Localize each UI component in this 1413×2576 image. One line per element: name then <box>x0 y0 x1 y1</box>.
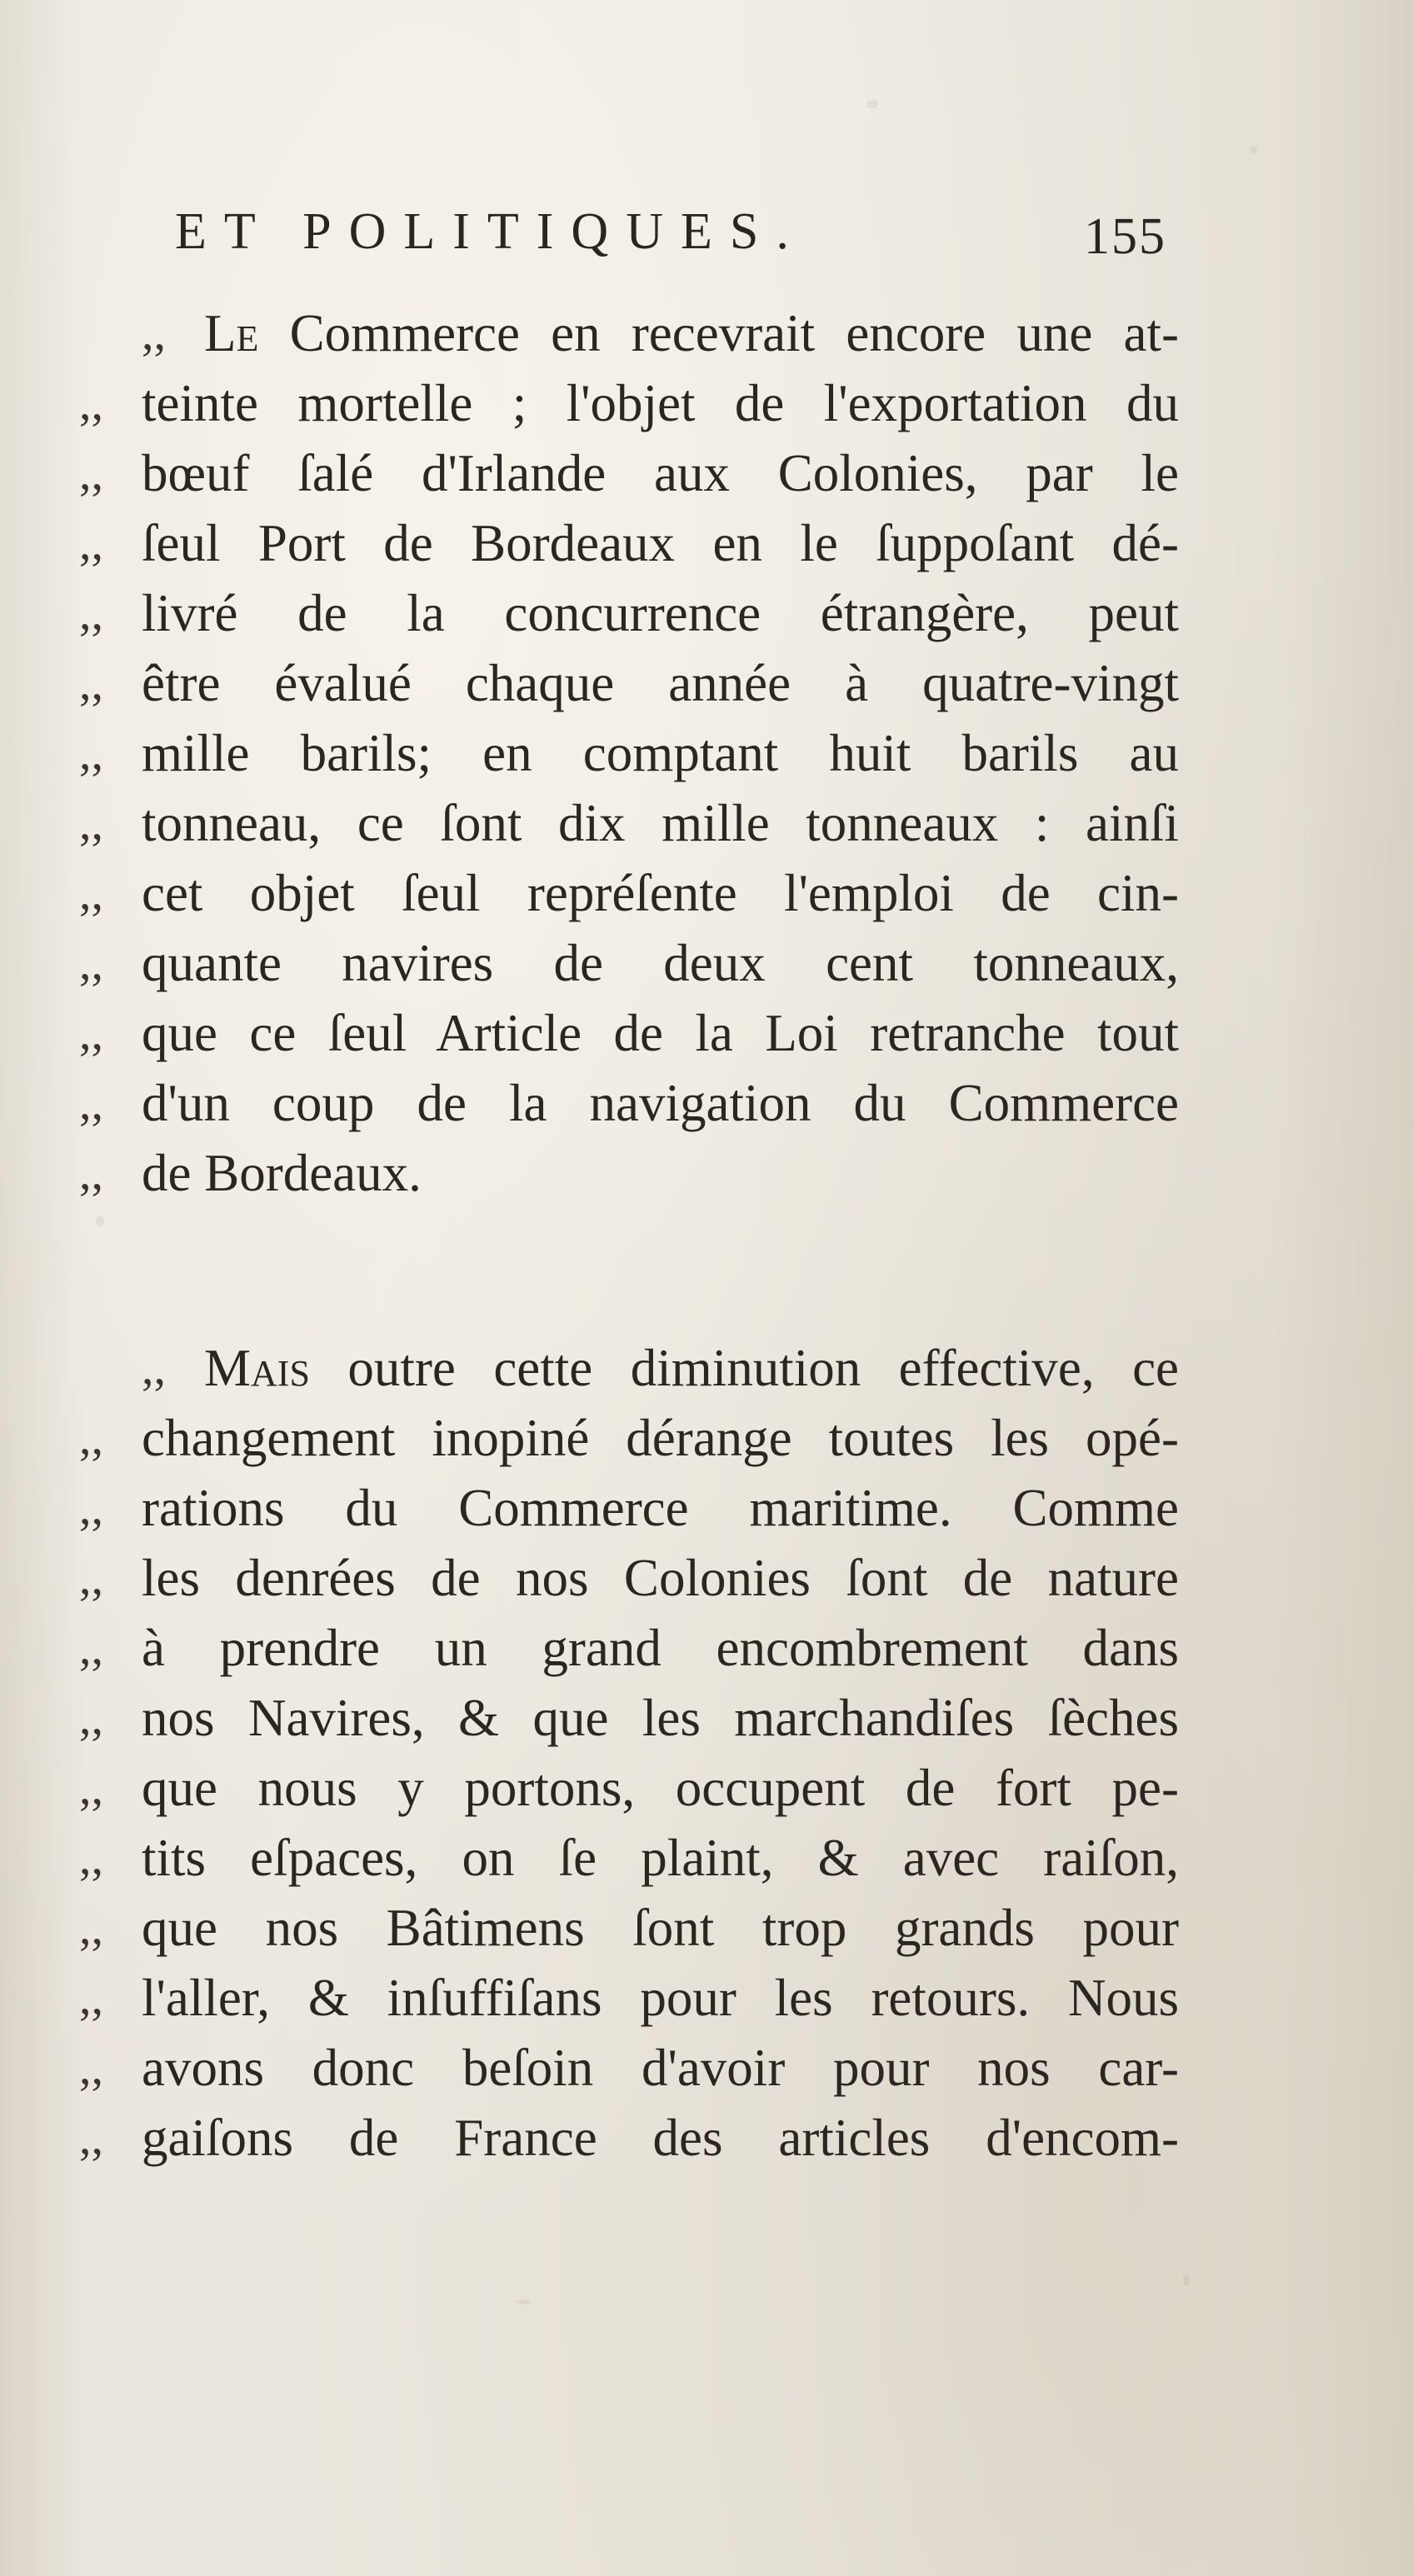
text-line <box>79 2173 1179 2243</box>
line-text <box>204 1333 1179 1403</box>
quote-mark: ,, <box>79 1410 103 1465</box>
quote-mark: ,, <box>79 1760 103 1815</box>
line-text: tits eſpaces, on ſe plaint, & avec raiſon, <box>142 1829 1179 1887</box>
page-number: 155 <box>1084 208 1166 265</box>
quote-mark: ,, <box>79 1076 103 1130</box>
line-text: mille barils; en comptant huit barils au <box>142 724 1179 782</box>
text-line <box>79 788 1179 858</box>
quote-mark: ,, <box>79 376 103 430</box>
text-line <box>79 648 1179 718</box>
quote-mark: ,, <box>79 2040 103 2094</box>
text-line <box>79 1543 1179 1613</box>
quote-mark: ,, <box>79 1550 103 1605</box>
text-line <box>79 508 1179 578</box>
text-line <box>79 1333 1179 1403</box>
quote-mark: ,, <box>79 1830 103 1885</box>
text-line <box>79 1753 1179 1823</box>
text-line <box>79 1823 1179 1893</box>
line-content: Commerce en recevrait encore une at- <box>289 304 1180 362</box>
text-line <box>79 1963 1179 2033</box>
text-line <box>79 858 1179 928</box>
line-text: tonneau, ce ſont dix mille tonneaux : ainſi <box>142 794 1179 852</box>
line-text: nos Navires, & que les marchandiſes ſèches <box>142 1689 1179 1747</box>
line-text: rations du Commerce maritime. Comme <box>142 1479 1179 1537</box>
line-text: cet objet ſeul repréſente l'emploi de cin- <box>142 864 1179 922</box>
line-text: d'un coup de la navigation du Commerce <box>142 1074 1179 1132</box>
quote-mark: ,, <box>142 1340 166 1395</box>
quote-mark: ,, <box>79 726 103 780</box>
quote-mark: ,, <box>79 586 103 640</box>
text-line <box>79 1613 1179 1683</box>
page-header <box>175 198 1166 265</box>
text-line <box>79 1683 1179 1753</box>
line-text: que ce ſeul Article de la Loi retranche tout <box>142 1004 1179 1062</box>
paper-stain <box>866 100 878 108</box>
quote-mark: ,, <box>79 1146 103 1200</box>
paragraph-gap <box>79 1208 1179 1333</box>
line-text <box>204 298 1179 368</box>
line-text: avons donc beſoin d'avoir pour nos car- <box>142 2039 1179 2097</box>
paper-stain <box>517 2299 532 2304</box>
quote-mark: ,, <box>79 1970 103 2024</box>
text-line <box>79 718 1179 788</box>
quote-mark: ,, <box>79 1480 103 1535</box>
quote-mark: ,, <box>79 936 103 990</box>
line-text: que nous y portons, occupent de fort pe- <box>142 1759 1179 1817</box>
text-line <box>79 298 1179 368</box>
text-line <box>79 2103 1179 2173</box>
text-line <box>79 1403 1179 1473</box>
quote-mark: ,, <box>142 306 166 360</box>
running-title: ET POLITIQUES. <box>175 203 806 260</box>
line-text: les denrées de nos Colonies ſont de nature <box>142 1549 1179 1607</box>
paper-stain <box>1250 146 1257 153</box>
line-text: quante navires de deux cent tonneaux, <box>142 934 1179 992</box>
text-line <box>79 578 1179 648</box>
quote-mark: ,, <box>79 1690 103 1745</box>
text-line <box>79 998 1179 1068</box>
quote-mark: ,, <box>79 516 103 570</box>
line-content: outre cette diminution effective, ce <box>347 1339 1180 1397</box>
paragraph-lead: Mais <box>204 1339 310 1397</box>
line-text: changement inopiné dérange toutes les opé- <box>142 1409 1179 1467</box>
text-line <box>79 1893 1179 1963</box>
text-line <box>79 438 1179 508</box>
quote-mark: ,, <box>79 1006 103 1060</box>
line-text: de Bordeaux. <box>142 1144 422 1202</box>
line-text: que nos Bâtimens ſont trop grands pour <box>142 1899 1179 1957</box>
paper-stain <box>1183 2274 1190 2286</box>
quote-mark: ,, <box>79 1900 103 1954</box>
text-line <box>79 368 1179 438</box>
line-text: teinte mortelle ; l'objet de l'exportation du <box>142 374 1179 432</box>
text-line <box>79 1138 1179 1208</box>
quote-mark: ,, <box>79 656 103 710</box>
quote-mark: ,, <box>79 866 103 920</box>
quote-mark: ,, <box>79 796 103 850</box>
line-text: gaiſons de France des articles d'encom- <box>142 2109 1179 2167</box>
line-text: livré de la concurrence étrangère, peut <box>142 584 1179 642</box>
text-line <box>79 1068 1179 1138</box>
quote-mark: ,, <box>79 2110 103 2164</box>
quote-mark: ,, <box>79 1620 103 1675</box>
paragraph-lead: Le <box>204 304 259 362</box>
line-text: l'aller, & inſuffiſans pour les retours. Nous <box>142 1969 1179 2027</box>
line-text: ſeul Port de Bordeaux en le ſuppoſant dé- <box>142 514 1179 572</box>
line-text: bœuf ſalé d'Irlande aux Colonies, par le <box>142 444 1179 502</box>
text-line <box>79 928 1179 998</box>
text-line <box>79 2033 1179 2103</box>
body-text <box>79 298 1179 2243</box>
line-text: à prendre un grand encombrement dans <box>142 1619 1179 1677</box>
text-line <box>79 1473 1179 1543</box>
line-text: être évalué chaque année à quatre-vingt <box>142 654 1179 712</box>
quote-mark: ,, <box>79 446 103 500</box>
